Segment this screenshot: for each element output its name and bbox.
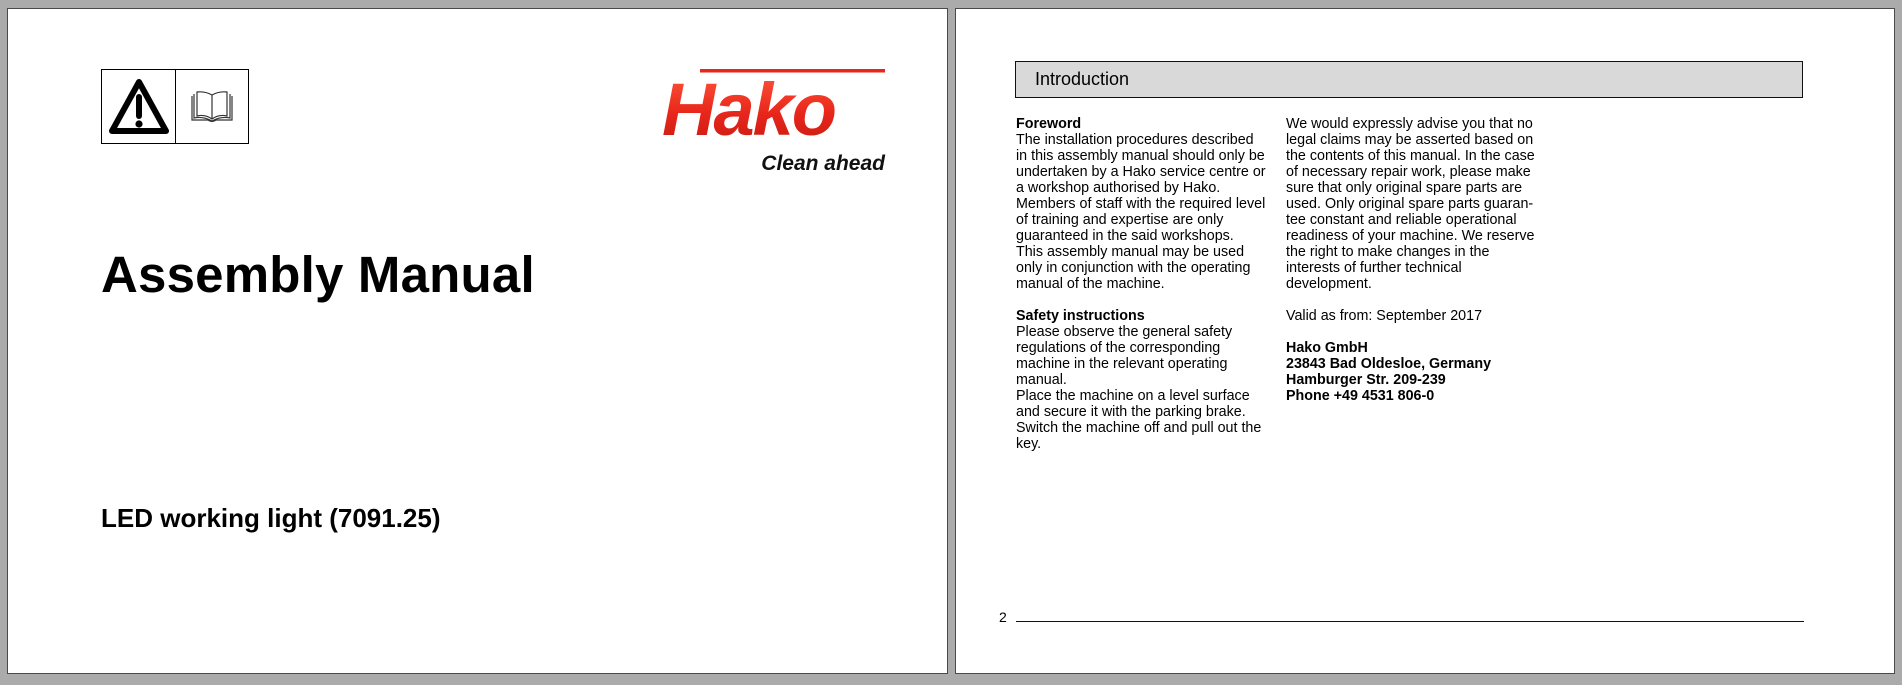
valid-from-date: Valid as from: September 2017	[1286, 308, 1483, 324]
logo-tagline: Clean ahead	[761, 152, 885, 175]
text-line: key.	[1016, 436, 1042, 452]
text-line: legal claims may be asserted based on	[1286, 132, 1534, 148]
foreword-body	[1016, 132, 1274, 292]
text-line: the contents of this manual. In the case	[1286, 148, 1535, 164]
open-book-icon	[175, 70, 248, 143]
text-line: sure that only original spare parts are	[1286, 180, 1523, 196]
text-line: The installation procedures described	[1016, 132, 1254, 148]
text-line: regulations of the corresponding	[1016, 340, 1221, 356]
document-title: Assembly Manual	[101, 246, 535, 303]
text-line: and secure it with the parking brake.	[1016, 404, 1246, 420]
address-phone: Phone +49 4531 806-0	[1286, 388, 1435, 404]
text-line: manual.	[1016, 372, 1067, 388]
page-number: 2	[999, 609, 1007, 625]
text-line: the right to make changes in the	[1286, 244, 1490, 260]
company-address	[1286, 340, 1548, 404]
section-header: Introduction	[1015, 61, 1803, 98]
foreword-heading: Foreword	[1016, 116, 1082, 132]
company-name: Hako GmbH	[1286, 340, 1368, 356]
text-column-2	[1286, 116, 1548, 404]
cover-page	[7, 8, 948, 674]
text-line: manual of the machine.	[1016, 276, 1165, 292]
text-line: development.	[1286, 276, 1372, 292]
hako-wordmark	[660, 69, 885, 141]
svg-text:Hako: Hako	[662, 69, 835, 141]
footer-rule	[1016, 621, 1804, 622]
text-line: tee constant and reliable operational	[1286, 212, 1517, 228]
text-line: used. Only original spare parts guaran-	[1286, 196, 1534, 212]
address-city: 23843 Bad Oldesloe, Germany	[1286, 356, 1492, 372]
address-street: Hamburger Str. 209-239	[1286, 372, 1446, 388]
text-line: interests of further technical	[1286, 260, 1462, 276]
hako-logo	[653, 69, 893, 179]
warning-triangle-icon	[102, 70, 175, 143]
text-line: guaranteed in the said workshops.	[1016, 228, 1234, 244]
text-line: Members of staff with the required level	[1016, 196, 1266, 212]
text-line: only in conjunction with the operating	[1016, 260, 1251, 276]
safety-icon-box	[101, 69, 249, 144]
text-line: of necessary repair work, please make	[1286, 164, 1531, 180]
text-line: a workshop authorised by Hako.	[1016, 180, 1221, 196]
document-subtitle: LED working light (7091.25)	[101, 503, 441, 533]
text-column-1	[1016, 116, 1274, 452]
text-line: We would expressly advise you that no	[1286, 116, 1533, 132]
introduction-page	[955, 8, 1895, 674]
text-line: Please observe the general safety	[1016, 324, 1233, 340]
safety-body	[1016, 324, 1274, 452]
text-line: undertaken by a Hako service centre or	[1016, 164, 1266, 180]
disclaimer-body	[1286, 116, 1548, 292]
safety-heading: Safety instructions	[1016, 308, 1145, 324]
text-line: Place the machine on a level surface	[1016, 388, 1250, 404]
text-line: machine in the relevant operating	[1016, 356, 1228, 372]
text-line: of training and expertise are only	[1016, 212, 1224, 228]
text-line: readiness of your machine. We reserve	[1286, 228, 1535, 244]
text-line: in this assembly manual should only be	[1016, 148, 1265, 164]
text-line: Switch the machine off and pull out the	[1016, 420, 1262, 436]
text-line: This assembly manual may be used	[1016, 244, 1245, 260]
